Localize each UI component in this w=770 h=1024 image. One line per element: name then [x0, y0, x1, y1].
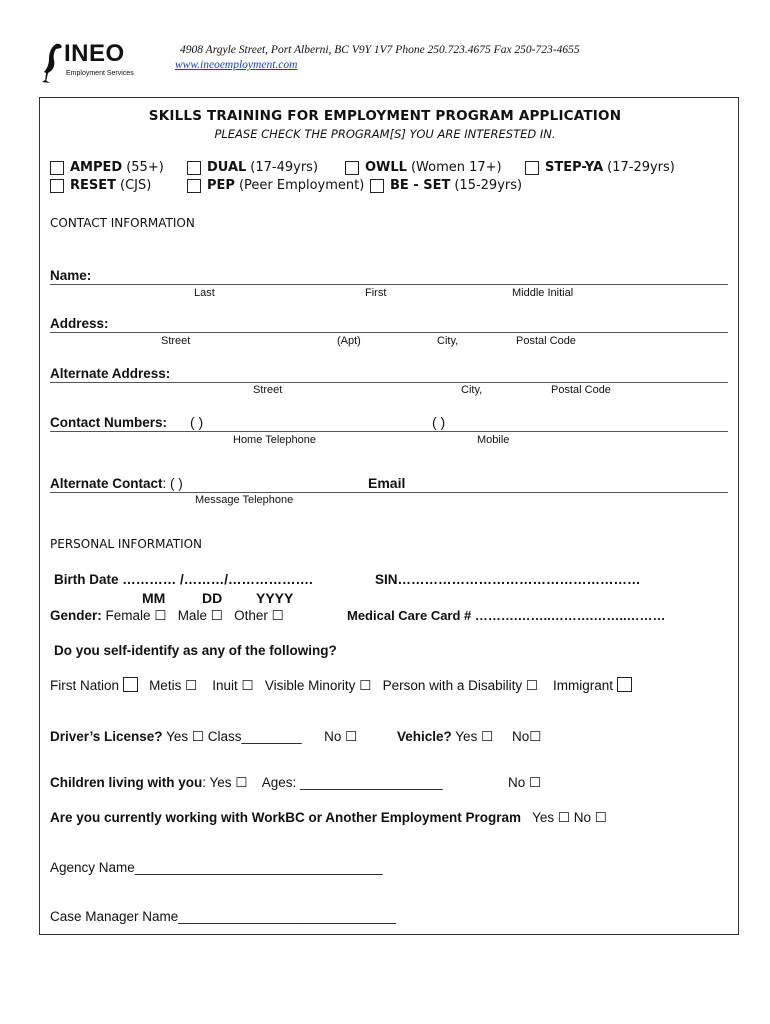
children-row: Children living with you: Yes ☐ Ages: ___________________ — [50, 775, 443, 790]
alternate-contact-label: Alternate Contact: ( ) — [50, 476, 183, 491]
checkbox[interactable]: ☐ — [525, 678, 539, 693]
checkbox[interactable]: ☐ — [191, 729, 204, 744]
workbc-row: Are you currently working with WorkBC or Another Employment Program Yes ☐ No ☐ — [50, 810, 607, 825]
form-subtitle: PLEASE CHECK THE PROGRAM[S] YOU ARE INTERESTED IN. — [214, 127, 556, 141]
checkbox[interactable] — [123, 677, 138, 692]
address-field[interactable] — [50, 332, 728, 333]
program-pep[interactable]: PEP (Peer Employment) — [187, 178, 364, 193]
self-identify-question: Do you self-identify as any of the following? — [54, 643, 337, 658]
checkbox[interactable]: ☐ — [481, 729, 494, 744]
birth-date-field[interactable]: Birth Date ………… /………/………………. — [54, 572, 313, 587]
children-no: No ☐ — [508, 775, 542, 790]
checkbox[interactable]: ☐ — [529, 729, 542, 744]
alternate-contact-field[interactable] — [50, 492, 728, 493]
medical-care-card-field[interactable]: Medical Care Card # ……….……..……….……..……… — [347, 608, 666, 623]
mobile-caption: Mobile — [477, 434, 510, 446]
sin-field[interactable]: SIN……………………………………………… — [375, 572, 641, 587]
city-caption: City, — [437, 335, 459, 347]
mobile-area-code: ( ) — [432, 414, 446, 430]
message-telephone-caption: Message Telephone — [195, 494, 294, 506]
personal-section-heading: PERSONAL INFORMATION — [50, 537, 203, 551]
street-caption: Street — [161, 335, 191, 347]
postal-code-caption: Postal Code — [516, 335, 576, 347]
checkbox[interactable]: ☐ — [359, 678, 372, 693]
program-step-ya[interactable]: STEP-YA (17-29yrs) — [525, 160, 675, 175]
program-owll[interactable]: OWLL (Women 17+) — [345, 160, 502, 175]
year-caption: YYYY — [256, 590, 294, 606]
website-link[interactable]: www.ineoemployment.com — [175, 59, 298, 71]
address-label: Address: — [50, 316, 109, 331]
home-phone-area-code: ( ) — [190, 414, 204, 430]
checkbox[interactable]: ☐ — [185, 678, 198, 693]
checkbox[interactable]: ☐ — [529, 775, 542, 790]
first-name-caption: First — [365, 287, 387, 299]
drivers-license-row: Driver’s License? Yes ☐ Class________ No ☐ — [50, 729, 358, 744]
checkbox[interactable] — [345, 161, 359, 175]
contact-numbers-label: Contact Numbers: — [50, 415, 168, 430]
gender-row: Gender: Female ☐ Male ☐ Other ☐ — [50, 608, 284, 623]
agency-name-field[interactable]: Agency Name_________________________________ — [50, 860, 383, 875]
name-field[interactable] — [50, 284, 728, 285]
checkbox[interactable]: ☐ — [594, 810, 607, 825]
ineo-logo — [42, 40, 142, 84]
form-title: SKILLS TRAINING FOR EMPLOYMENT PROGRAM APPLICATION — [148, 108, 622, 124]
apt-caption: (Apt) — [337, 335, 361, 347]
email-label: Email — [368, 475, 406, 491]
day-caption: DD — [202, 590, 223, 606]
middle-initial-caption: Middle Initial — [512, 287, 574, 299]
home-telephone-caption: Home Telephone — [233, 434, 316, 446]
checkbox[interactable] — [50, 161, 64, 175]
alt-street-caption: Street — [253, 384, 283, 396]
alternate-address-label: Alternate Address: — [50, 366, 171, 381]
checkbox[interactable]: ☐ — [210, 608, 223, 623]
checkbox[interactable]: ☐ — [345, 729, 358, 744]
program-amped[interactable]: AMPED (55+) — [50, 160, 164, 175]
alt-postal-caption: Postal Code — [551, 384, 611, 396]
checkbox[interactable]: ☐ — [154, 608, 167, 623]
checkbox[interactable] — [370, 179, 384, 193]
checkbox[interactable] — [187, 179, 201, 193]
name-label: Name: — [50, 268, 92, 283]
checkbox[interactable] — [525, 161, 539, 175]
contact-numbers-field[interactable] — [50, 431, 728, 432]
program-dual[interactable]: DUAL (17-49yrs) — [187, 160, 318, 175]
case-manager-name-field[interactable]: Case Manager Name_____________________________ — [50, 909, 397, 924]
checkbox[interactable] — [50, 179, 64, 193]
vehicle-row: Vehicle? Yes ☐ No☐ — [397, 729, 542, 744]
logo-text: INEO — [64, 40, 125, 67]
logo-subtitle: Employment Services — [66, 70, 134, 77]
heron-bird-icon — [42, 42, 64, 84]
checkbox[interactable]: ☐ — [235, 775, 248, 790]
alt-city-caption: City, — [461, 384, 483, 396]
program-reset[interactable]: RESET (CJS) — [50, 178, 151, 193]
checkbox[interactable] — [187, 161, 201, 175]
checkbox[interactable] — [617, 677, 632, 692]
header-address: 4908 Argyle Street, Port Alberni, BC V9Y 1V7 Phone 250.723.4675 Fax 250-723-4655 — [180, 44, 580, 56]
last-name-caption: Last — [194, 287, 215, 299]
alternate-address-field[interactable] — [50, 382, 728, 383]
checkbox[interactable]: ☐ — [271, 608, 284, 623]
checkbox[interactable]: ☐ — [241, 678, 254, 693]
checkbox[interactable]: ☐ — [557, 810, 570, 825]
month-caption: MM — [142, 590, 166, 606]
program-be-set[interactable]: BE - SET (15-29yrs) — [370, 178, 522, 193]
contact-section-heading: CONTACT INFORMATION — [50, 216, 195, 230]
self-identify-options: First Nation Metis ☐ Inuit ☐ Visible Minority ☐ Person with a Disability ☐ Immigrant — [50, 677, 632, 694]
